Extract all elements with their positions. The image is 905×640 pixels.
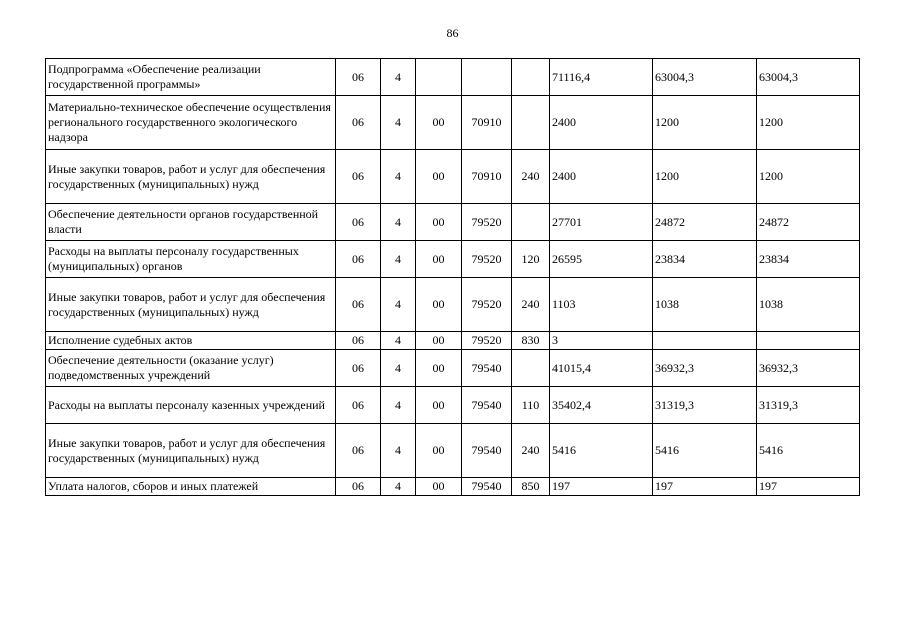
table-row: [46, 424, 860, 478]
direction-code-cell: 79520: [462, 241, 512, 278]
subsection-code-cell: 4: [381, 150, 416, 204]
row-name-cell: Иные закупки товаров, работ и услуг для обеспечения государственных (муниципальных) нужд: [46, 150, 336, 204]
direction-code-cell: 79540: [462, 387, 512, 424]
subsection-code-cell: 4: [381, 424, 416, 478]
amount-year1-cell: 1103: [550, 278, 653, 332]
amount-year2-cell: 24872: [653, 204, 757, 241]
expense-type-cell: 850: [512, 478, 550, 496]
amount-year1-cell: 35402,4: [550, 387, 653, 424]
subsection-code-cell: 4: [381, 350, 416, 387]
section-code-cell: 06: [336, 424, 381, 478]
table-row: [46, 59, 860, 96]
amount-year3-cell: 23834: [757, 241, 860, 278]
direction-code-cell: 70910: [462, 150, 512, 204]
amount-year3-cell: 197: [757, 478, 860, 496]
amount-year3-cell: [757, 332, 860, 350]
amount-year3-cell: 1038: [757, 278, 860, 332]
expense-type-cell: [512, 350, 550, 387]
table-row: [46, 350, 860, 387]
section-code-cell: 06: [336, 241, 381, 278]
table-row: [46, 150, 860, 204]
expense-type-cell: 110: [512, 387, 550, 424]
row-name-cell: Уплата налогов, сборов и иных платежей: [46, 478, 336, 496]
table-row: [46, 278, 860, 332]
amount-year2-cell: 1200: [653, 150, 757, 204]
table-row: [46, 204, 860, 241]
amount-year2-cell: 36932,3: [653, 350, 757, 387]
program-code-cell: [416, 59, 462, 96]
section-code-cell: 06: [336, 387, 381, 424]
row-name-cell: Иные закупки товаров, работ и услуг для обеспечения государственных (муниципальных) нужд: [46, 278, 336, 332]
expense-type-cell: 240: [512, 150, 550, 204]
section-code-cell: 06: [336, 278, 381, 332]
amount-year1-cell: 27701: [550, 204, 653, 241]
amount-year2-cell: 5416: [653, 424, 757, 478]
program-code-cell: 00: [416, 387, 462, 424]
expense-type-cell: [512, 96, 550, 150]
amount-year2-cell: [653, 332, 757, 350]
program-code-cell: 00: [416, 241, 462, 278]
subsection-code-cell: 4: [381, 241, 416, 278]
direction-code-cell: 79520: [462, 332, 512, 350]
row-name-cell: Расходы на выплаты персоналу казенных учреждений: [46, 387, 336, 424]
direction-code-cell: 70910: [462, 96, 512, 150]
expense-type-cell: 120: [512, 241, 550, 278]
section-code-cell: 06: [336, 59, 381, 96]
row-name-cell: Материально-техническое обеспечение осуществления регионального государственного экологического надзора: [46, 96, 336, 150]
section-code-cell: 06: [336, 96, 381, 150]
program-code-cell: 00: [416, 204, 462, 241]
amount-year1-cell: 26595: [550, 241, 653, 278]
subsection-code-cell: 4: [381, 387, 416, 424]
direction-code-cell: 79520: [462, 204, 512, 241]
amount-year1-cell: 5416: [550, 424, 653, 478]
amount-year1-cell: 41015,4: [550, 350, 653, 387]
section-code-cell: 06: [336, 150, 381, 204]
table-row: [46, 241, 860, 278]
amount-year1-cell: 2400: [550, 150, 653, 204]
subsection-code-cell: 4: [381, 96, 416, 150]
amount-year3-cell: 1200: [757, 150, 860, 204]
direction-code-cell: 79520: [462, 278, 512, 332]
program-code-cell: 00: [416, 350, 462, 387]
table-row: [46, 478, 860, 496]
amount-year3-cell: 63004,3: [757, 59, 860, 96]
amount-year1-cell: 2400: [550, 96, 653, 150]
subsection-code-cell: 4: [381, 332, 416, 350]
section-code-cell: 06: [336, 204, 381, 241]
amount-year2-cell: 23834: [653, 241, 757, 278]
row-name-cell: Исполнение судебных актов: [46, 332, 336, 350]
table-body: [46, 59, 860, 496]
row-name-cell: Обеспечение деятельности (оказание услуг) подведомственных учреждений: [46, 350, 336, 387]
amount-year3-cell: 5416: [757, 424, 860, 478]
row-name-cell: Расходы на выплаты персоналу государственных (муниципальных) органов: [46, 241, 336, 278]
amount-year3-cell: 31319,3: [757, 387, 860, 424]
amount-year2-cell: 197: [653, 478, 757, 496]
program-code-cell: 00: [416, 332, 462, 350]
program-code-cell: 00: [416, 96, 462, 150]
amount-year3-cell: 1200: [757, 96, 860, 150]
amount-year3-cell: 24872: [757, 204, 860, 241]
amount-year1-cell: 197: [550, 478, 653, 496]
section-code-cell: 06: [336, 332, 381, 350]
table-row: [46, 387, 860, 424]
direction-code-cell: 79540: [462, 424, 512, 478]
page-number: 86: [446, 26, 459, 40]
expense-type-cell: [512, 59, 550, 96]
expense-type-cell: 240: [512, 424, 550, 478]
program-code-cell: 00: [416, 278, 462, 332]
direction-code-cell: 79540: [462, 350, 512, 387]
program-code-cell: 00: [416, 478, 462, 496]
row-name-cell: Обеспечение деятельности органов государственной власти: [46, 204, 336, 241]
amount-year2-cell: 63004,3: [653, 59, 757, 96]
expense-type-cell: 240: [512, 278, 550, 332]
table-row: [46, 332, 860, 350]
section-code-cell: 06: [336, 478, 381, 496]
subsection-code-cell: 4: [381, 204, 416, 241]
row-name-cell: Подпрограмма «Обеспечение реализации государственной программы»: [46, 59, 336, 96]
section-code-cell: 06: [336, 350, 381, 387]
amount-year3-cell: 36932,3: [757, 350, 860, 387]
direction-code-cell: [462, 59, 512, 96]
program-code-cell: 00: [416, 150, 462, 204]
amount-year1-cell: 3: [550, 332, 653, 350]
direction-code-cell: 79540: [462, 478, 512, 496]
amount-year1-cell: 71116,4: [550, 59, 653, 96]
table-row: [46, 96, 860, 150]
amount-year2-cell: 1038: [653, 278, 757, 332]
program-code-cell: 00: [416, 424, 462, 478]
expense-type-cell: 830: [512, 332, 550, 350]
amount-year2-cell: 1200: [653, 96, 757, 150]
subsection-code-cell: 4: [381, 278, 416, 332]
budget-table: [45, 58, 860, 496]
row-name-cell: Иные закупки товаров, работ и услуг для обеспечения государственных (муниципальных) нужд: [46, 424, 336, 478]
amount-year2-cell: 31319,3: [653, 387, 757, 424]
expense-type-cell: [512, 204, 550, 241]
subsection-code-cell: 4: [381, 478, 416, 496]
subsection-code-cell: 4: [381, 59, 416, 96]
